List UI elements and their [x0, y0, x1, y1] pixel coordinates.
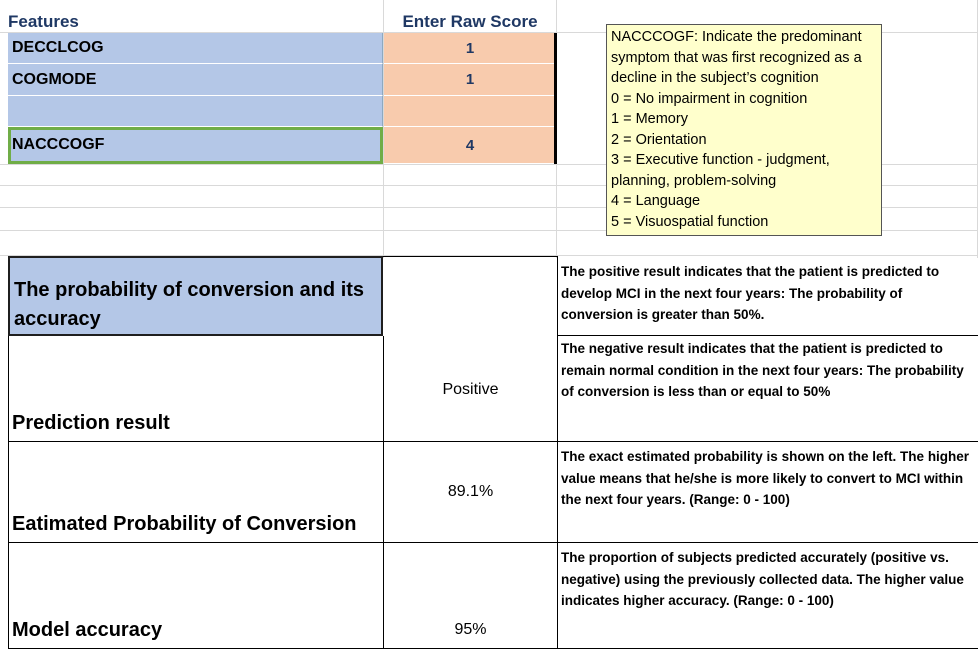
- note-line: 3 = Executive function - judgment,: [611, 152, 830, 168]
- feature-name-cell[interactable]: COGMODE: [8, 64, 383, 96]
- note-line: 2 = Orientation: [611, 131, 707, 148]
- model-accuracy-description: The proportion of subjects predicted accurately (positive vs. negative) using the previously collected data. The higher value indicates higher accuracy. (Range: 0 - 100): [557, 543, 978, 649]
- prediction-result-description: The negative result indicates that the patient is predicted to remain normal condition in the next four years: The probability of conversion is less than or equal to 50%: [557, 336, 978, 442]
- note-line: 0 = No impairment in cognition: [611, 90, 808, 107]
- prediction-result-value[interactable]: Positive: [383, 336, 557, 442]
- probability-label: Eatimated Probability of Conversion: [12, 513, 357, 535]
- note-line: decline in the subject’s cognition: [611, 70, 819, 86]
- note-line: 4 = Language: [611, 193, 701, 209]
- probability-value[interactable]: 89.1%: [383, 442, 557, 543]
- note-line: 5 = Visuospatial function: [611, 213, 769, 230]
- nacccogf-comment-note: [606, 24, 882, 236]
- note-line: symptom that was first recognized as a: [611, 49, 862, 66]
- model-accuracy-value[interactable]: 95%: [383, 543, 557, 649]
- model-accuracy-label: Model accuracy: [12, 619, 163, 641]
- features-header: Features: [8, 12, 79, 31]
- positive-result-description: The positive result indicates that the patient is predicted to develop MCI in the next four years: The probability of conversion is greater than 50%.: [557, 256, 978, 336]
- results-title-value-cell[interactable]: [383, 256, 557, 336]
- score-input-cell[interactable]: 1: [384, 33, 556, 64]
- note-line: planning, problem-solving: [611, 172, 777, 189]
- results-title: The probability of conversion and its accuracy: [8, 256, 383, 336]
- feature-name-cell[interactable]: [8, 96, 383, 127]
- score-input-cell[interactable]: [384, 96, 556, 127]
- prediction-result-label: Prediction result: [12, 412, 170, 434]
- note-line: 1 = Memory: [611, 111, 688, 127]
- probability-label-cell: [8, 442, 383, 543]
- score-header: Enter Raw Score: [402, 12, 538, 31]
- score-input-cell[interactable]: 1: [384, 64, 556, 96]
- score-input-cell[interactable]: 4: [384, 127, 556, 164]
- probability-description: The exact estimated probability is shown on the left. The higher value means that he/she is more likely to convert to MCI within the next four years. (Range: 0 - 100): [557, 442, 978, 543]
- note-line: NACCCOGF: Indicate the predominant: [611, 29, 862, 45]
- accuracy-label-cell: [8, 543, 383, 649]
- feature-name-cell[interactable]: DECCLCOG: [8, 33, 383, 64]
- prediction-label-cell: [8, 336, 383, 442]
- feature-name-cell-selected[interactable]: NACCCOGF: [8, 127, 383, 164]
- score-column-border: [554, 33, 557, 164]
